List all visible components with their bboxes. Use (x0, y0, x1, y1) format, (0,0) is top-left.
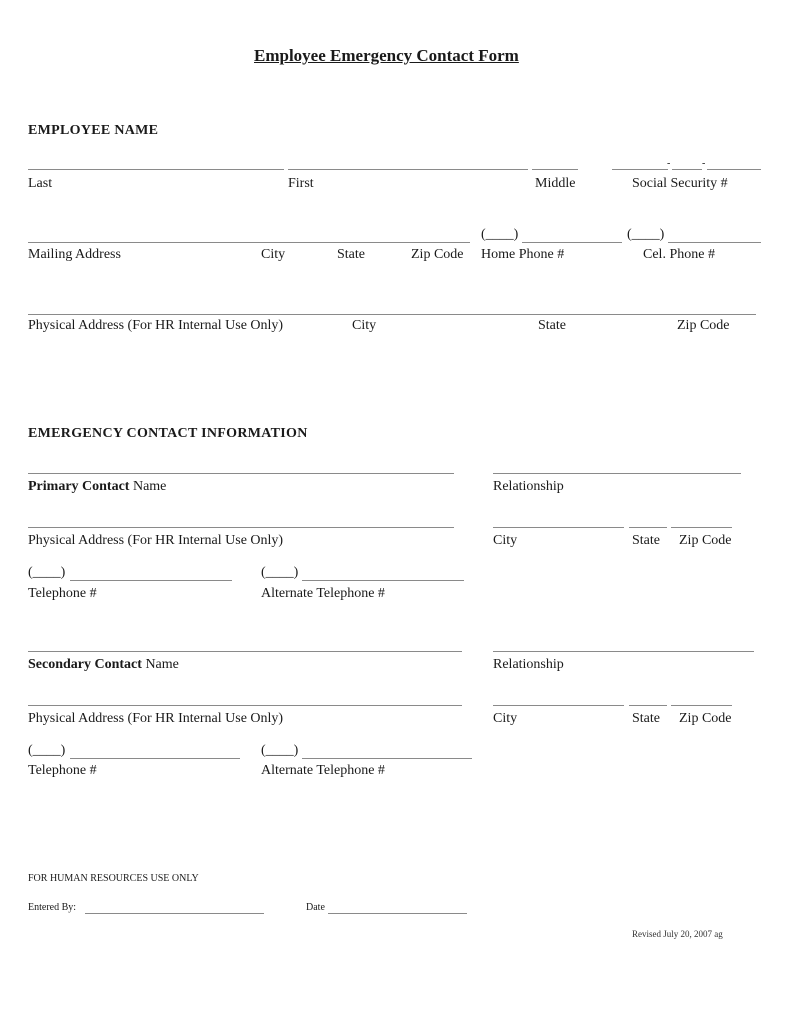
page-title: Employee Emergency Contact Form (254, 46, 519, 65)
cel-phone-area-code[interactable]: (____) (627, 227, 665, 242)
ssn-field-part1[interactable] (612, 169, 668, 170)
mailing-address-field[interactable] (28, 242, 470, 243)
primary-contact-bold-label: Primary Contact (28, 479, 130, 494)
secondary-contact-bold-label: Secondary Contact (28, 657, 142, 672)
primary-contact-name-label (28, 479, 166, 495)
employee-physical-state-label: State (538, 318, 566, 333)
first-name-field[interactable] (288, 169, 528, 170)
last-name-field[interactable] (28, 169, 284, 170)
mailing-zip-label: Zip Code (411, 247, 464, 262)
employee-physical-city-label: City (352, 318, 377, 333)
ssn-label: Social Security # (632, 176, 728, 191)
secondary-alt-telephone-label: Alternate Telephone # (261, 763, 385, 778)
hr-use-only-heading: FOR HUMAN RESOURCES USE ONLY (28, 873, 199, 884)
ssn-dash-1: - (667, 158, 671, 169)
secondary-physical-address-label: Physical Address (For HR Internal Use Only) (28, 711, 284, 726)
cel-phone-label: Cel. Phone # (643, 247, 715, 262)
cel-phone-field[interactable] (668, 242, 761, 243)
secondary-state-label: State (632, 711, 660, 726)
mailing-city-label: City (261, 247, 286, 262)
employee-physical-zip-label: Zip Code (677, 318, 730, 333)
emergency-contact-heading: EMERGENCY CONTACT INFORMATION (28, 426, 308, 441)
date-label: Date (306, 902, 325, 913)
secondary-alt-telephone-field[interactable] (302, 758, 472, 759)
primary-alt-telephone-label: Alternate Telephone # (261, 586, 385, 601)
first-label: First (288, 176, 314, 191)
secondary-relationship-label: Relationship (493, 657, 564, 672)
secondary-telephone-field[interactable] (70, 758, 240, 759)
primary-relationship-label: Relationship (493, 479, 564, 494)
primary-physical-address-field[interactable] (28, 527, 454, 528)
primary-zip-field[interactable] (671, 527, 732, 528)
secondary-contact-name-suffix: Name (141, 657, 179, 672)
middle-label: Middle (535, 176, 576, 191)
primary-contact-name-field[interactable] (28, 473, 454, 474)
home-phone-label: Home Phone # (481, 247, 565, 262)
secondary-telephone-label: Telephone # (28, 763, 97, 778)
secondary-telephone-area-code[interactable]: (____) (28, 743, 66, 758)
secondary-physical-address-field[interactable] (28, 705, 462, 706)
employee-physical-address-field[interactable] (28, 314, 756, 315)
ssn-field-part2[interactable] (672, 169, 702, 170)
last-label: Last (28, 176, 53, 191)
employee-name-heading: EMPLOYEE NAME (28, 123, 159, 138)
middle-name-field[interactable] (532, 169, 578, 170)
mailing-address-label: Mailing Address (28, 247, 121, 262)
entered-by-label: Entered By: (28, 902, 77, 913)
revised-note: Revised July 20, 2007 ag (632, 929, 723, 939)
secondary-zip-field[interactable] (671, 705, 732, 706)
entered-by-field[interactable] (85, 913, 264, 914)
primary-city-field[interactable] (493, 527, 624, 528)
primary-telephone-field[interactable] (70, 580, 232, 581)
secondary-zip-label: Zip Code (679, 711, 732, 726)
employee-physical-address-label: Physical Address (For HR Internal Use Only) (28, 318, 284, 333)
primary-alt-telephone-field[interactable] (302, 580, 464, 581)
primary-city-label: City (493, 533, 518, 548)
primary-state-field[interactable] (629, 527, 667, 528)
secondary-city-field[interactable] (493, 705, 624, 706)
secondary-city-label: City (493, 711, 518, 726)
primary-physical-address-label: Physical Address (For HR Internal Use Only) (28, 533, 284, 548)
secondary-state-field[interactable] (629, 705, 667, 706)
primary-relationship-field[interactable] (493, 473, 741, 474)
secondary-relationship-field[interactable] (493, 651, 754, 652)
date-field[interactable] (328, 913, 467, 914)
secondary-contact-name-label (28, 657, 179, 673)
home-phone-field[interactable] (522, 242, 622, 243)
primary-alt-telephone-area-code[interactable]: (____) (261, 565, 299, 580)
secondary-contact-name-field[interactable] (28, 651, 462, 652)
ssn-dash-2: - (702, 158, 706, 169)
home-phone-area-code[interactable]: (____) (481, 227, 519, 242)
ssn-field-part3[interactable] (707, 169, 761, 170)
primary-telephone-area-code[interactable]: (____) (28, 565, 66, 580)
primary-telephone-label: Telephone # (28, 586, 97, 601)
secondary-alt-telephone-area-code[interactable]: (____) (261, 743, 299, 758)
primary-contact-name-suffix: Name (129, 479, 167, 494)
mailing-state-label: State (337, 247, 365, 262)
primary-zip-label: Zip Code (679, 533, 732, 548)
primary-state-label: State (632, 533, 660, 548)
